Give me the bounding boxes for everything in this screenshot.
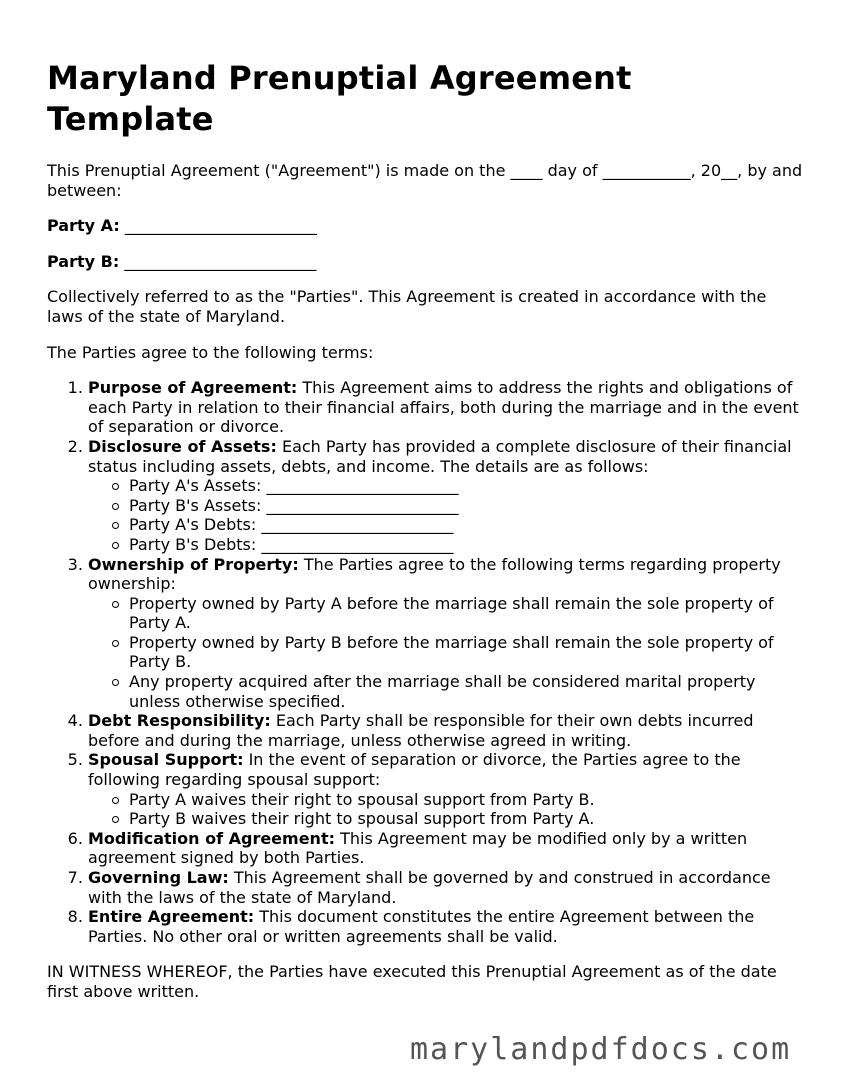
term-text: The Parties agree to the following terms regarding property ownership:	[88, 554, 781, 594]
term-item	[88, 437, 807, 555]
party-a-label: Party A:	[47, 216, 120, 236]
intro-paragraph: This Prenuptial Agreement ("Agreement") is made on the ____ day of ___________, 20__, by and between:	[47, 161, 803, 200]
sub-item: Party B's Assets: ________________________	[129, 496, 807, 516]
term-item	[88, 711, 807, 750]
sub-item: Party A waives their right to spousal support from Party B.	[129, 790, 807, 810]
sub-item: Party A's Assets: ________________________	[129, 476, 807, 496]
term-item	[88, 907, 807, 946]
watermark-text: marylandpdfdocs.com	[410, 1032, 792, 1067]
sub-item: Party B waives their right to spousal support from Party A.	[129, 809, 807, 829]
terms-list	[47, 378, 807, 946]
term-text: This Agreement aims to address the rights and obligations of each Party in relation to their financial affairs, both during the marriage and in the event of separation or divorce.	[88, 378, 799, 437]
party-b-label: Party B:	[47, 251, 120, 271]
term-text: This Agreement may be modified only by a written agreement signed by both Parties.	[88, 828, 748, 868]
term-heading: Ownership of Property:	[88, 554, 299, 574]
term-text: Each Party shall be responsible for their own debts incurred before and during the marriage, unless otherwise agreed in writing.	[88, 711, 754, 750]
document-page	[47, 58, 807, 1018]
party-a-blank: ________________________	[124, 216, 317, 236]
document-title: Maryland Prenuptial Agreement Template	[47, 59, 632, 138]
party-b-blank: ________________________	[124, 251, 317, 271]
term-heading: Modification of Agreement:	[88, 828, 335, 848]
sub-list	[88, 594, 807, 712]
term-heading: Debt Responsibility:	[88, 711, 271, 731]
term-heading: Spousal Support:	[88, 750, 244, 770]
term-heading: Disclosure of Assets:	[88, 436, 277, 456]
term-heading: Entire Agreement:	[88, 907, 255, 927]
party-b-line	[47, 252, 807, 272]
sub-item: Party B's Debts: ________________________	[129, 535, 807, 555]
sub-item: Property owned by Party B before the marriage shall remain the sole property of Party B.	[129, 633, 807, 672]
party-a-line	[47, 216, 807, 236]
term-item	[88, 868, 807, 907]
term-text: This document constitutes the entire Agreement between the Parties. No other oral or written agreements shall be valid.	[88, 907, 755, 946]
term-item	[88, 750, 807, 828]
term-text: This Agreement shall be governed by and construed in accordance with the laws of the state of Maryland.	[88, 868, 771, 907]
term-item	[88, 378, 807, 437]
sub-item: Any property acquired after the marriage shall be considered marital property unless otherwise specified.	[129, 672, 807, 711]
sub-list	[88, 790, 807, 829]
term-text: Each Party has provided a complete disclosure of their financial status including assets, debts, and income. The details are as follows:	[88, 436, 792, 476]
sub-list	[88, 476, 807, 554]
term-item	[88, 555, 807, 712]
term-heading: Purpose of Agreement:	[88, 378, 298, 398]
term-heading: Governing Law:	[88, 868, 229, 887]
sub-item: Party A's Debts: ________________________	[129, 515, 807, 535]
witness-paragraph: IN WITNESS WHEREOF, the Parties have executed this Prenuptial Agreement as of the date first above written.	[47, 962, 777, 1001]
agree-intro: The Parties agree to the following terms:	[47, 342, 374, 362]
collective-paragraph: Collectively referred to as the "Parties". This Agreement is created in accordance with the laws of the state of Maryland.	[47, 287, 767, 326]
term-item	[88, 829, 807, 868]
sub-item: Property owned by Party A before the marriage shall remain the sole property of Party A.	[129, 594, 807, 633]
term-text: In the event of separation or divorce, the Parties agree to the following regarding spousal support:	[88, 750, 741, 790]
